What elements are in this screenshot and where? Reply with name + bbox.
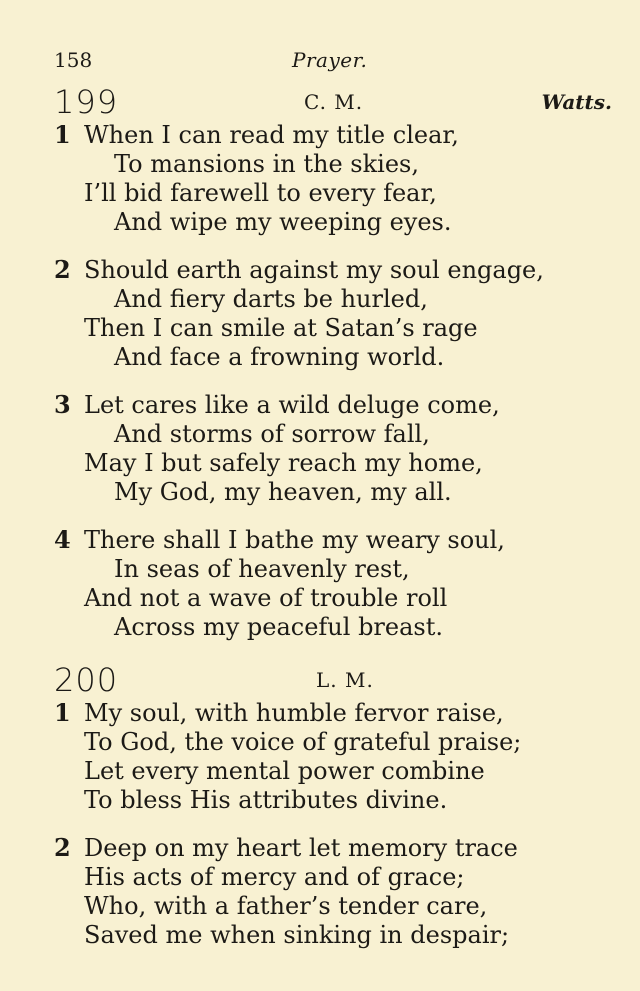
stanza-2: [54, 255, 624, 372]
stanza-line: Then I can smile at Satan’s rage: [84, 314, 478, 342]
running-title: Prayer.: [292, 48, 368, 72]
hymn-meter: L. M.: [316, 668, 374, 692]
stanza-line: [54, 833, 624, 863]
stanza-line: Who, with a father’s tender care,: [84, 892, 488, 920]
stanza-line: [54, 390, 624, 420]
stanza-line: Let every mental power combine: [84, 757, 485, 785]
stanza-line: And wipe my weeping eyes.: [114, 208, 452, 236]
stanza-3: [54, 390, 624, 507]
line-text: Should earth against my soul engage,: [84, 256, 544, 284]
line-text: Let cares like a wild deluge come,: [84, 391, 500, 419]
verse-number: 2: [54, 255, 71, 284]
stanza-line: Saved me when sinking in despair;: [84, 921, 510, 949]
stanza-line: His acts of mercy and of grace;: [84, 863, 465, 891]
stanza-2: [54, 833, 624, 950]
hymn-number: 199: [54, 83, 119, 121]
page-number: 158: [54, 48, 93, 72]
stanza-line: To bless His attributes divine.: [84, 786, 448, 814]
stanza-line: And storms of sorrow fall,: [114, 420, 430, 448]
stanza-4: [54, 525, 624, 642]
stanza-line: To mansions in the skies,: [114, 150, 419, 178]
hymn-200: [54, 661, 624, 968]
hymn-heading: [54, 83, 624, 121]
verse-number: 3: [54, 390, 71, 419]
stanza-line: My God, my heaven, my all.: [114, 478, 452, 506]
stanza-1: [54, 120, 624, 237]
hymn-199: [54, 83, 624, 660]
verse-number: 2: [54, 833, 71, 862]
verse-number: 1: [54, 698, 71, 727]
hymn-heading: [54, 661, 624, 699]
hymn-number: 200: [54, 661, 119, 699]
line-text: My soul, with humble fervor raise,: [84, 699, 504, 727]
stanza-line: And face a frowning world.: [114, 343, 445, 371]
stanza-line: May I but safely reach my home,: [84, 449, 483, 477]
stanza-line: And not a wave of trouble roll: [84, 584, 448, 612]
page-header: [54, 48, 614, 76]
hymn-meter: C. M.: [304, 90, 364, 114]
stanza-line: [54, 255, 624, 285]
verse-number: 4: [54, 525, 71, 554]
stanza-line: [54, 698, 624, 728]
line-text: There shall I bathe my weary soul,: [84, 526, 505, 554]
stanza-line: In seas of heavenly rest,: [114, 555, 410, 583]
stanza-1: [54, 698, 624, 815]
stanza-line: Across my peaceful breast.: [114, 613, 444, 641]
stanza-line: I’ll bid farewell to every fear,: [84, 179, 437, 207]
line-text: Deep on my heart let memory trace: [84, 834, 518, 862]
stanza-line: [54, 120, 624, 150]
line-text: When I can read my title clear,: [84, 121, 459, 149]
stanza-line: [54, 525, 624, 555]
stanza-line: And fiery darts be hurled,: [114, 285, 428, 313]
stanza-line: To God, the voice of grateful praise;: [84, 728, 522, 756]
hymn-author: Watts.: [541, 90, 612, 114]
verse-number: 1: [54, 120, 71, 149]
